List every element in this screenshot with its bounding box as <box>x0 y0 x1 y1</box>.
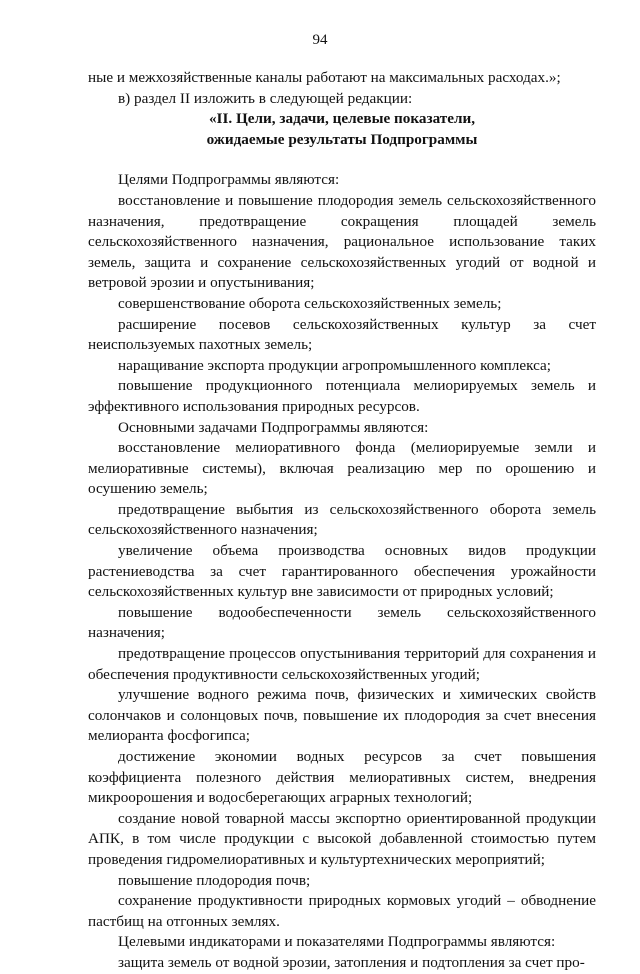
paragraph: восстановление мелиоративного фонда (мелиорируемые земли и мелиоративные системы), включая реализацию мер по орошению и осушению земель; <box>88 439 596 498</box>
paragraph: повышение плодородия почв; <box>118 871 311 889</box>
paragraph: предотвращение процессов опустынивания территорий для сохранения и обеспечения продуктивности сельскохозяйственных угодий; <box>88 645 596 683</box>
paragraph: расширение посевов сельскохозяйственных культур за счет неиспользуемых пахотных земель; <box>88 315 596 354</box>
paragraph: сохранение продуктивности природных кормовых угодий – обводнение пастбищ на отгонных землях. <box>88 892 596 930</box>
page-number: 94 <box>312 32 328 48</box>
spacer <box>88 150 596 170</box>
paragraph: предотвращение выбытия из сельскохозяйственного оборота земель сельскохозяйственного назначения; <box>88 500 596 539</box>
paragraph: повышение продукционного потенциала мелиорируемых земель и эффективного использования природных ресурсов. <box>88 377 596 415</box>
paragraph: наращивание экспорта продукции агропромышленного комплекса; <box>118 356 551 374</box>
paragraph: увеличение объема производства основных видов продукции растениеводства за счет гарантированного обеспечения урожайности сельскохозяйственных культур вне зависимости от природных условий; <box>88 542 596 601</box>
paragraph: Целями Подпрограммы являются: <box>118 171 340 189</box>
section-heading-line: «II. Цели, задачи, целевые показатели, <box>208 110 476 128</box>
paragraph: Основными задачами Подпрограммы являются: <box>118 418 429 436</box>
paragraph: достижение экономии водных ресурсов за счет повышения коэффициента полезного действия мелиоративных систем, внедрения микроорошения и водосберегающих аграрных технологий; <box>88 748 596 807</box>
paragraph: совершенствование оборота сельскохозяйственных земель; <box>118 294 502 312</box>
section-heading-line: ожидаемые результаты Подпрограммы <box>206 130 478 148</box>
paragraph: создание новой товарной массы экспортно ориентированной продукции АПК, в том числе продукции с высокой добавленной стоимостью путем проведения гидромелиоративных и культуртехнических мероприятий; <box>88 809 596 868</box>
paragraph: улучшение водного режима почв, физических и химических свойств солончаков и солонцовых почв, повышение их плодородия за счет внесения мелиоранта фосфогипса; <box>88 686 596 745</box>
intro-line: в) раздел II изложить в следующей редакции: <box>118 89 413 107</box>
paragraph: восстановление и повышение плодородия земель сельскохозяйственного назначения, предотвращение сокращения площадей земель сельскохозяйственного назначения, рациональное использование таких земель, защита и сохранение сельскохозяйственных угодий от водной и ветровой эрозии и опустынивания; <box>88 191 596 292</box>
paragraph: Целевыми индикаторами и показателями Подпрограммы являются: <box>118 933 556 951</box>
document-body <box>88 68 596 974</box>
intro-line: ные и межхозяйственные каналы работают на максимальных расходах.»; <box>88 69 561 86</box>
paragraph: защита земель от водной эрозии, затопления и подтопления за счет про- <box>118 953 585 971</box>
paragraph: повышение водообеспеченности земель сельскохозяйственного назначения; <box>88 603 596 642</box>
